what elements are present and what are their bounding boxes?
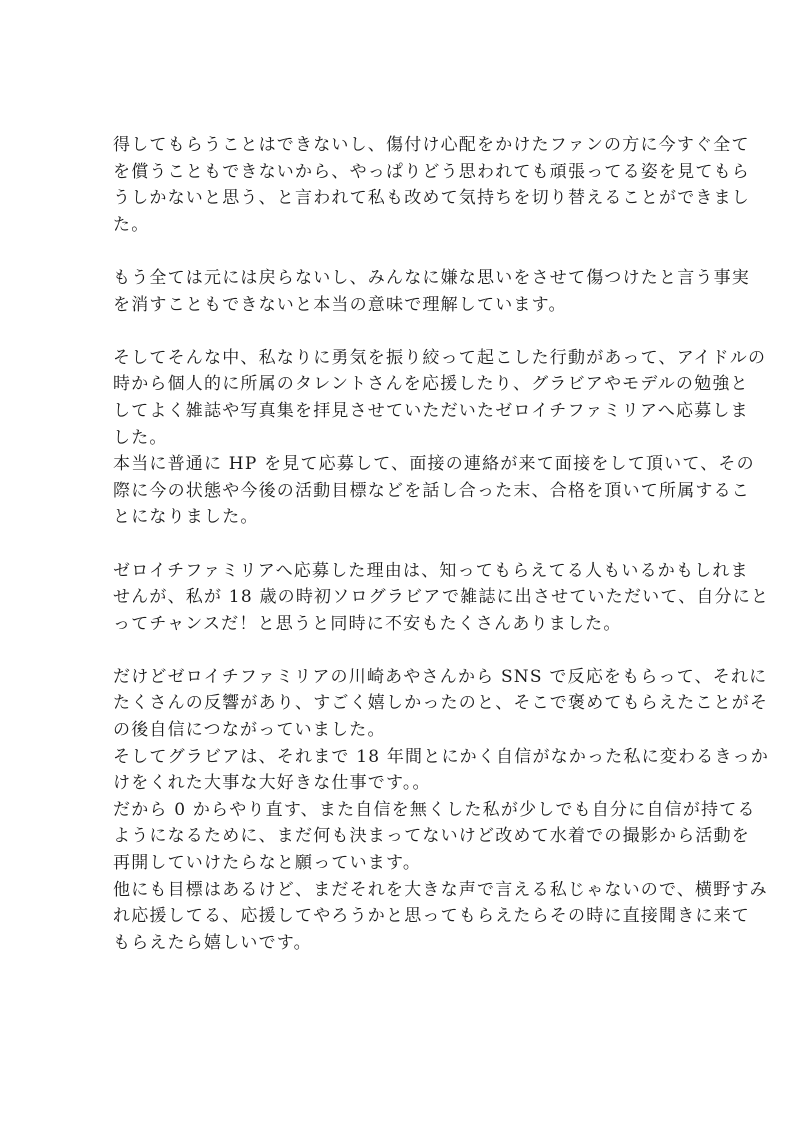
paragraph-1 <box>113 132 750 238</box>
text-line: ゼロイチファミリアへ応募した理由は、知ってもらえてる人もいるかもしれま <box>113 560 749 581</box>
text-line: だけどゼロイチファミリアの川崎あやさんから SNS で反応をもらって、それに <box>113 666 768 687</box>
text-line: うしかないと思う、と言われて私も改めて気持ちを切り替えることができまし <box>113 188 750 209</box>
text-line: 再開していけたらなと願っています。 <box>113 853 422 874</box>
paragraph-5 <box>113 664 770 957</box>
text-line: 本当に普通に HP を見て応募して、面接の連絡が来て面接をして頂いて、その <box>113 454 755 475</box>
text-line: 他にも目標はあるけど、まだそれを大きな声で言える私じゃないので、横野すみ <box>113 879 768 900</box>
text-line: そしてそんな中、私なりに勇気を振り絞って起こした行動があって、アイドルの <box>113 347 767 368</box>
text-line: とになりました。 <box>113 507 259 528</box>
paragraph-4 <box>113 558 770 638</box>
text-line: 時から個人的に所属のタレントさんを応援したり、グラビアやモデルの勉強と <box>113 374 749 395</box>
text-line: を消すこともできないと本当の意味で理解しています。 <box>113 294 567 315</box>
text-line: ってチャンスだ！と思うと同時に不安もたくさんありました。 <box>113 613 622 634</box>
text-line: もらえたら嬉しいです。 <box>113 932 312 953</box>
text-line: だから 0 からやり直す、また自信を無くした私が少しでも自分に自信が持てる <box>113 799 756 820</box>
text-line: けをくれた大事な大好きな仕事です。。 <box>113 773 431 794</box>
text-line: してよく雑誌や写真集を拝見させていただいたゼロイチファミリアへ応募しま <box>113 400 749 421</box>
paragraph-2 <box>113 265 750 318</box>
text-line: そしてグラビアは、それまで 18 年間とにかく自信がなかった私に変わるきっか <box>113 746 770 767</box>
text-line: れ応援してる、応援してやろうかと思ってもらえたらその時に直接聞きに来て <box>113 906 750 927</box>
text-line: た。 <box>113 214 150 235</box>
text-line: 際に今の状態や今後の活動目標などを話し合った末、合格を頂いて所属するこ <box>113 480 750 501</box>
text-line: した。 <box>113 427 168 448</box>
text-line: せんが、私が 18 歳の時初ソログラビアで雑誌に出させていただいて、自分にと <box>113 587 770 608</box>
text-line: の後自信につながっていました。 <box>113 720 386 741</box>
text-line: 得してもらうことはできないし、傷付け心配をかけたファンの方に今すぐ全て <box>113 135 750 155</box>
text-line: を償うこともできないから、やっぱりどう思われても頑張ってる姿を見てもら <box>113 161 750 182</box>
paragraph-3 <box>113 345 767 531</box>
text-line: たくさんの反響があり、すごく嬉しかったのと、そこで褒めてもらえたことがそ <box>113 693 769 714</box>
text-line: ようになるために、まだ何も決まってないけど改めて水着での撮影から活動を <box>113 826 750 847</box>
document-page <box>113 132 770 983</box>
text-line: もう全ては元には戻らないし、みんなに嫌な思いをさせて傷つけたと言う事実 <box>113 267 750 288</box>
